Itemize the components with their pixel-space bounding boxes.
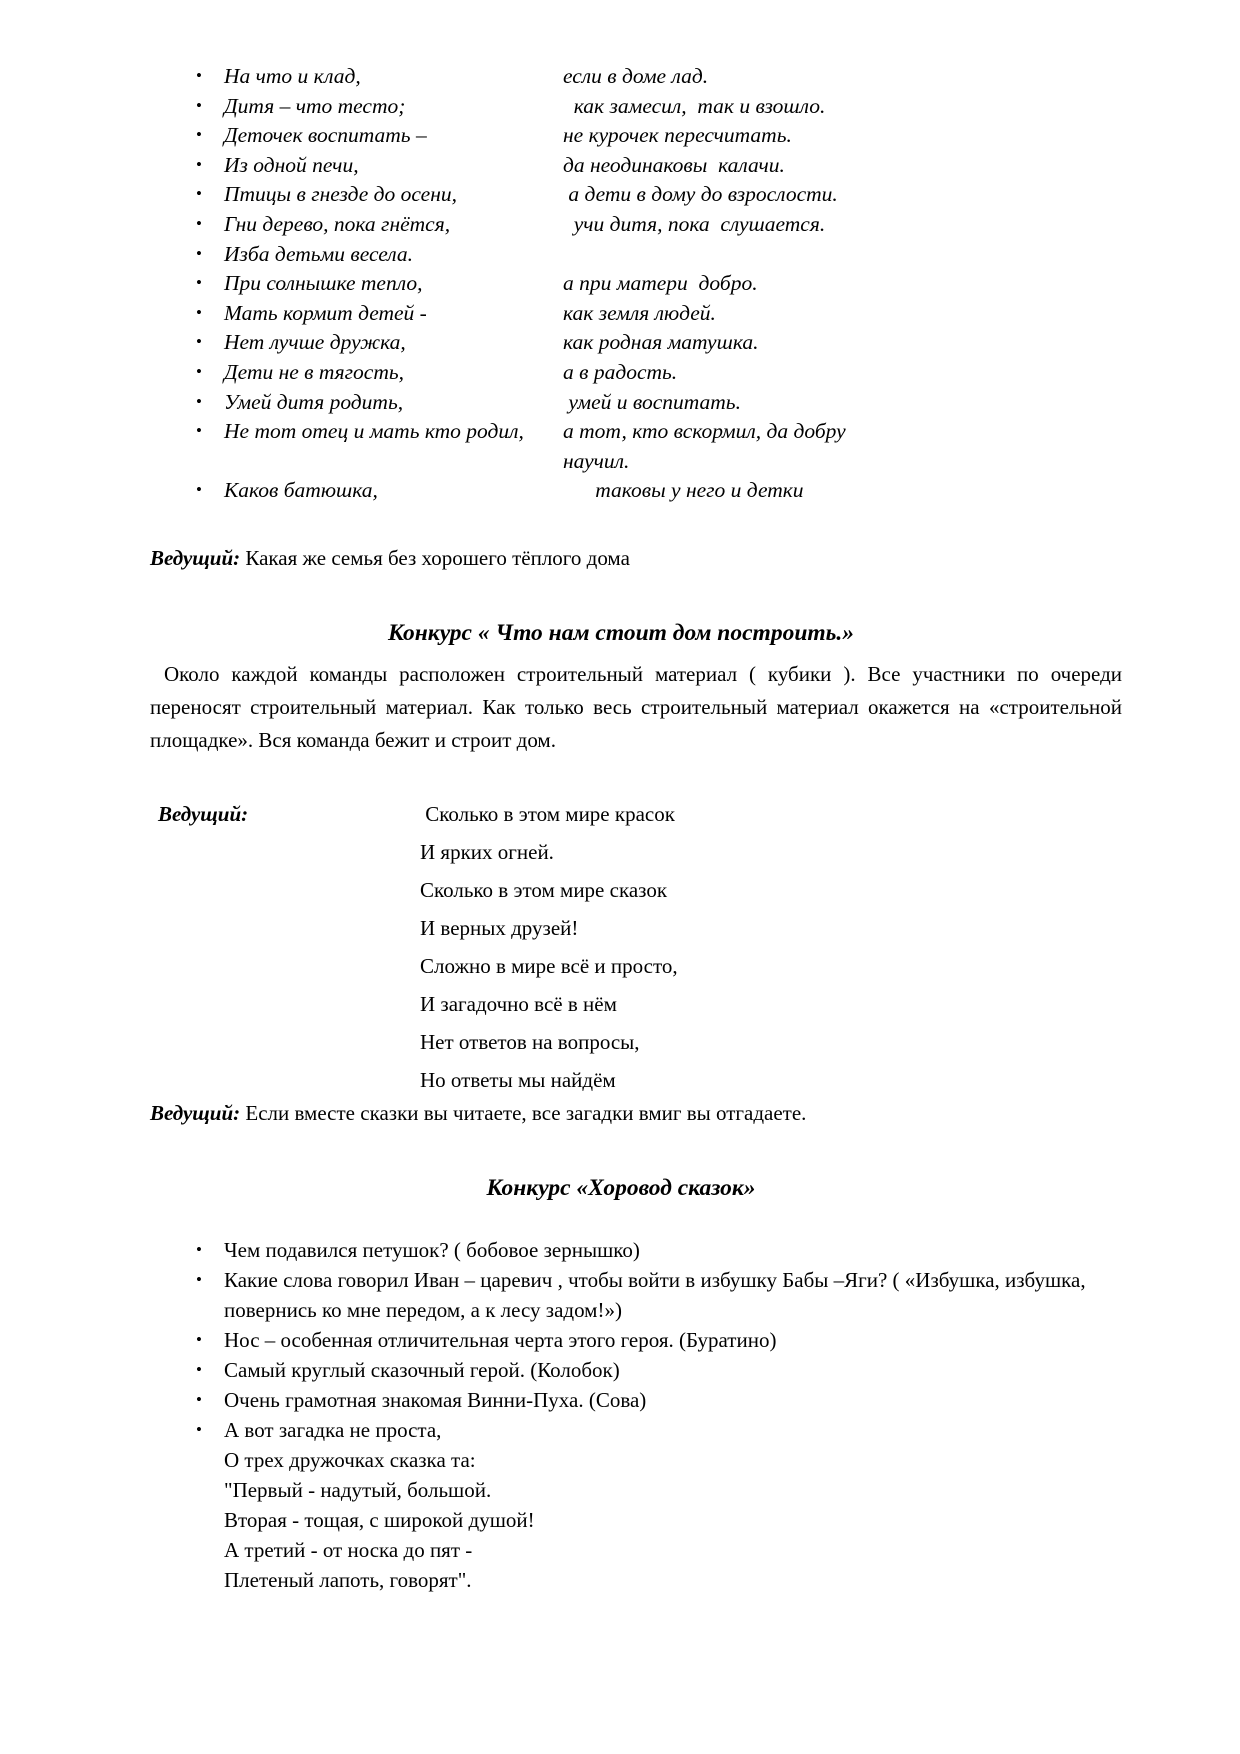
proverb-left: Птицы в гнезде до осени,	[224, 182, 458, 207]
proverb-item	[150, 121, 1122, 151]
spacer	[150, 572, 1122, 618]
riddle-item-multiline	[150, 1415, 1122, 1595]
proverb-item	[150, 62, 1122, 92]
spacer	[150, 506, 1122, 544]
riddle-item: • Какие слова говорил Иван – царевич , чтобы войти в избушку Бабы –Яги? ( «Избушка, избушка, повернись ко мне передом, а к лесу задом!»)	[150, 1265, 1122, 1325]
proverb-item	[150, 417, 1122, 476]
proverb-right: да неодинаковы калачи.	[563, 152, 785, 177]
poem-line: И загадочно всё в нём	[420, 991, 617, 1016]
spacer	[150, 757, 1122, 795]
proverb-right: а в радость.	[563, 359, 678, 384]
proverb-left: При солнышке тепло,	[224, 271, 423, 296]
proverb-item	[150, 92, 1122, 122]
poem-line: Сложно в мире всё и просто,	[420, 953, 678, 978]
contest-heading-1: Конкурс « Что нам стоит дом построить.»	[387, 619, 855, 646]
spacer	[150, 648, 1122, 658]
proverb-left: На что и клад,	[224, 64, 361, 88]
proverb-right: если в доме лад.	[563, 64, 709, 88]
proverb-right: как замесил, так и взошло.	[563, 93, 826, 118]
proverb-left: Из одной печи,	[224, 152, 359, 177]
proverb-item	[150, 358, 1122, 388]
host-line-1	[150, 544, 1122, 572]
riddle-line: О трех дружочках сказка та:	[224, 1447, 476, 1472]
proverb-right: учи дитя, пока слушается.	[563, 211, 826, 236]
host-text: Какая же семья без хорошего тёплого дома	[240, 545, 630, 570]
proverb-item	[150, 328, 1122, 358]
riddle-line: • А вот загадка не проста,	[224, 1417, 442, 1442]
riddle-item: • Самый круглый сказочный герой. (Колобок)	[150, 1355, 1122, 1385]
spacer	[150, 1127, 1122, 1173]
proverb-left: Дети не в тягость,	[224, 359, 405, 384]
poem-host-label: Ведущий:	[158, 801, 249, 826]
proverb-left: Не тот отец и мать кто родил,	[224, 419, 524, 444]
proverb-item	[150, 476, 1122, 506]
riddle-line: Плетеный лапоть, говорят".	[224, 1567, 472, 1592]
poem-line: И верных друзей!	[420, 915, 579, 940]
host-line-2	[150, 1099, 1122, 1127]
poem-line: И ярких огней.	[420, 839, 554, 864]
proverb-left: Мать кормит детей -	[224, 300, 427, 325]
host-label: Ведущий:	[150, 545, 241, 570]
spacer	[150, 1203, 1122, 1235]
proverb-left: Деточек воспитать –	[224, 123, 427, 148]
proverb-left: Каков батюшка,	[224, 478, 378, 503]
riddle-item: • Нос – особенная отличительная черта этого героя. (Буратино)	[150, 1325, 1122, 1355]
host-label: Ведущий:	[150, 1100, 241, 1125]
proverb-right: а тот, кто вскормил, да добру научил.	[563, 419, 846, 473]
riddle-sub-lines	[224, 1415, 1122, 1595]
proverb-right: умей и воспитать.	[563, 389, 741, 414]
proverb-item	[150, 240, 1122, 270]
proverb-list	[150, 62, 1122, 506]
proverb-left: Изба детьми весела.	[224, 241, 414, 266]
proverb-item	[150, 151, 1122, 181]
proverb-left: Нет лучше дружка,	[224, 330, 406, 355]
proverb-right: таковы у него и детки	[563, 478, 804, 503]
proverb-item	[150, 269, 1122, 299]
riddle-line: А третий - от носка до пят -	[224, 1537, 473, 1562]
proverb-item	[150, 299, 1122, 329]
proverb-left: Гни дерево, пока гнётся,	[224, 211, 451, 236]
proverb-right: не курочек пересчитать.	[563, 123, 792, 148]
riddle-item: • Чем подавился петушок? ( бобовое зернышко)	[150, 1235, 1122, 1265]
contest-description-1: Около каждой команды расположен строительный материал ( кубики ). Все участники по очереди переносят строительный материал. Как только весь строительный материал окажется на «строительной площадке». Вся команда бежит и строит дом.	[150, 661, 1122, 752]
poem-line: Нет ответов на вопросы,	[420, 1029, 640, 1054]
proverb-left: Умей дитя родить,	[224, 389, 404, 414]
proverb-item	[150, 388, 1122, 418]
proverb-right: как родная матушка.	[563, 330, 759, 355]
host-text: Если вместе сказки вы читаете, все загадки вмиг вы отгадаете.	[240, 1100, 807, 1125]
proverb-right: а дети в дому до взрослости.	[563, 182, 838, 207]
proverb-item	[150, 210, 1122, 240]
contest-heading-2: Конкурс «Хоровод сказок»	[486, 1174, 756, 1201]
riddle-line: Вторая - тощая, с широкой душой!	[224, 1507, 535, 1532]
proverb-left: Дитя – что тесто;	[224, 93, 406, 118]
riddle-line: "Первый - надутый, большой.	[224, 1477, 492, 1502]
riddle-list	[150, 1235, 1122, 1595]
poem-line: Но ответы мы найдём	[420, 1067, 616, 1092]
proverb-right: как земля людей.	[563, 300, 716, 325]
poem-block	[150, 795, 1122, 1099]
riddle-item: • Очень грамотная знакомая Винни-Пуха. (Сова)	[150, 1385, 1122, 1415]
proverb-item	[150, 180, 1122, 210]
proverb-right: а при матери добро.	[563, 271, 758, 296]
poem-lines	[150, 795, 1122, 1099]
poem-line: Сколько в этом мире красок	[420, 801, 675, 826]
poem-line: Сколько в этом мире сказок	[420, 877, 668, 902]
